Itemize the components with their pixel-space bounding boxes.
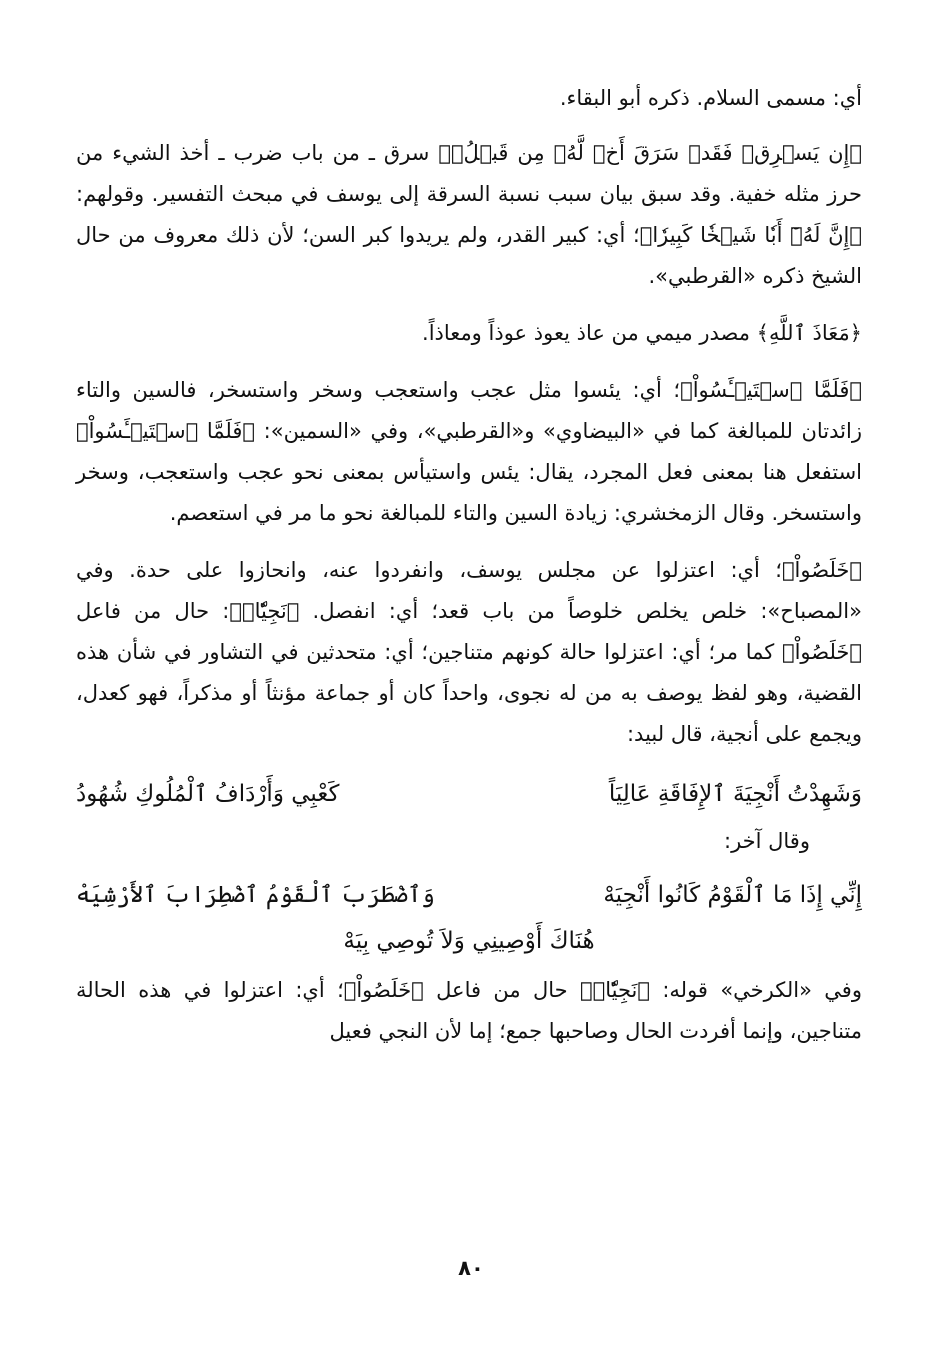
- paragraph-final: وفي «الكرخي» قوله: ﴿نَجِيّٗاۖ﴾ حال من فاعل ﴿خَلَصُواْ﴾؛ أي: اعتزلوا في هذه الحالة متناجين، وإنما أفردت الحال وصاحبها جمع؛ إما لأن النجي فعيل: [76, 978, 862, 1043]
- poem-verse-2-second-hemistich: وَٱضْطَرَبَ ٱلْقَوْمُ ٱضْطِرَابَ ٱلأَرْشِيَهْ: [76, 882, 435, 908]
- paragraph-3: ﴿مَعَاذَ ٱللَّهِ﴾ مصدر ميمي من عاذ يعوذ عوذاً ومعاذاً.: [422, 321, 862, 345]
- poem-verse-2: [76, 872, 862, 918]
- poem-verse-2-first-hemistich: إِنِّي إِذَا مَا ٱلْقَوْمُ كَانُوا أَنْجِيَهْ: [603, 882, 862, 908]
- paragraph-2: ﴿إِن يَسۡرِقۡ فَقَدۡ سَرَقَ أَخٞ لَّهُۥ مِن قَبۡلُۚ﴾ سرق ـ من باب ضرب ـ أخذ الشيء من حرز مثله خفية. وقد سبق بيان سبب نسبة السرقة إلى يوسف في مبحث التفسير. وقولهم: ﴿إِنَّ لَهُۥٓ أَبٗا شَيۡخٗا كَبِيرٗا﴾؛ أي: كبير القدر، ولم يريدوا كبر السن؛ لأن ذلك معروف من حال الشيخ ذكره «القرطبي».: [76, 141, 862, 288]
- poem-intro: وقال آخر:: [724, 829, 810, 853]
- paragraph-4: ﴿فَلَمَّا ٱسۡتَيۡـَٔسُواْ﴾؛ أي: يئسوا مثل عجب واستعجب وسخر واستسخر، فالسين والتاء زائدتان للمبالغة كما في «البيضاوي» و«القرطبي»، وفي «السمين»: ﴿فَلَمَّا ٱسۡتَيۡـَٔسُواْ﴾ استفعل هنا بمعنى فعل المجرد، يقال: يئس واستيأس بمعنى نحو عجب واستعجب، وسخر واستسخر. وقال الزمخشري: زيادة السين والتاء للمبالغة نحو ما مر في استعصم.: [76, 378, 862, 525]
- poem-verse-1-second-hemistich: كَعْبِي وَأَرْدَافُ ٱلْمُلُوكِ شُهُودُ: [76, 781, 340, 807]
- page-number: ٨٠: [458, 1256, 484, 1280]
- poem-verse-1-first-hemistich: وَشَهِدْتُ أَنْجِيَةَ ٱلإِفَاقَةِ عَالِيَاً: [608, 781, 862, 807]
- poem-verse-1: [76, 771, 862, 817]
- poem-verse-3: هُنَاكَ أَوْصِينِي وَلاَ تُوصِي بِيَهْ: [343, 928, 595, 954]
- page-body: [76, 78, 862, 1068]
- paragraph-1: أي: مسمى السلام. ذكره أبو البقاء.: [559, 86, 862, 110]
- paragraph-5: ﴿خَلَصُواْ﴾؛ أي: اعتزلوا عن مجلس يوسف، وانفردوا عنه، وانحازوا على حدة. وفي «المصباح»: خلص يخلص خلوصاً من باب قعد؛ أي: انفصل. ﴿نَجِيّٗاۖ﴾: حال من فاعل ﴿خَلَصُواْ﴾ كما مر؛ أي: اعتزلوا حالة كونهم متناجين؛ أي: متحدثين في التشاور في شأن هذه القضية، وهو لفظ يوصف به من له نجوى، واحداً كان أو جماعة مؤنثاً أو مذكراً، فهو كعدل، ويجمع على أنجية، قال لبيد:: [76, 558, 862, 746]
